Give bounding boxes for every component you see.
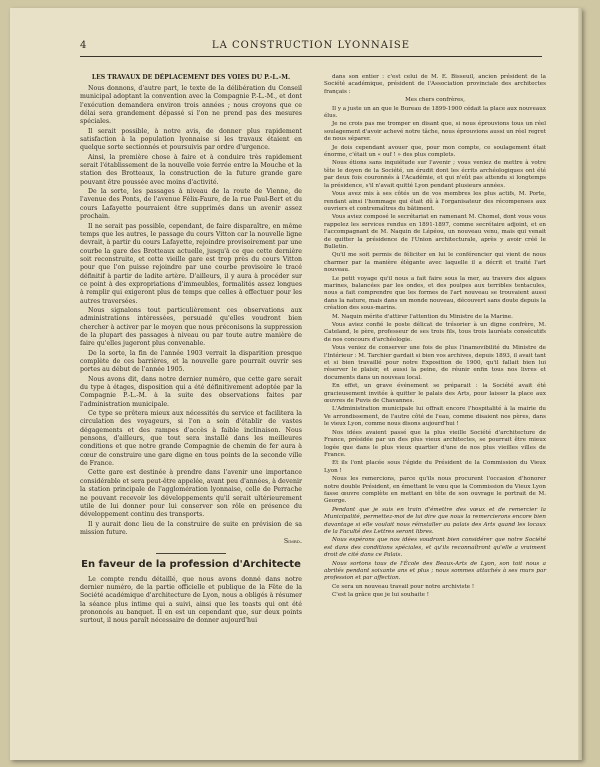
paragraph: Nous signalons tout particulièrement ces observations aux administrations intéressées, persuadé qu'elles voudront bien chercher à activer par le moyen que nous préconisons la suppression de la plupart des passages à niveau ou par toute autre manière de faire qu'elles jugeront plus convenable. [80,306,302,348]
paragraph: dans son entier : c'est celui de M. E. Bisseuil, ancien président de la Société académique, président de l'Association provinciale des architectes français : [324,74,546,95]
paragraph: Nous étions sans inquiétude sur l'avenir ; vous veniez de mettre à votre tête le doyen de la Société, un érudit dont les écrits archéologiques ont été par deux fois couronnés à l'Académie, et qui n'eût pas attendu si longtemps la présidence, s'il n'avait quitté Lyon pendant plusieurs années. [324,160,546,189]
paragraph: C'est la grâce que je lui souhaite ! [332,592,429,599]
paragraph: Nos idées avaient passé que la plus vieille Société d'architecture de France, présidée par un des plus vieux architectes, se pourrait être mieux logée que dans le plus vieux quartier d'une de nos plus vieilles villes de France. [324,429,546,458]
running-head: LA CONSTRUCTION LYONNAISE [211,40,411,51]
left-column [80,74,302,627]
paragraph: Pendant que je suis en train d'émettre des vœux et de remercier la Municipalité, permettez-moi de lui dire que nous la remercierons encore bien davantage si elle voulait nous réinstaller au palais des Arts quand les locaux de la Faculté des Lettres seront libres. [324,506,546,535]
section-divider [156,553,226,554]
paragraph: Il y aurait donc lieu de la construire de suite en prévision de sa mission future. [80,520,302,536]
paragraph: Vous avez mis à ses côtés un de vos membres les plus actifs, M. Porte, rendant ainsi l'hommage qui était dû à l'organisateur des récompenses aux ouvriers et contremaîtres du bâtiment. [324,191,546,212]
paragraph: Cette gare est destinée à prendre dans l'avenir une importance considérable et sera peut-être appelée, avant peu d'années, à devenir la station principale de l'agglomération lyonnaise, celle de Perrache ne pouvant recevoir les développements qu'il serait ultérieurement utile de lui donner pour lui conserver son rôle en présence du développement continu des transports. [80,469,302,519]
section-title: En faveur de la profession d'Architecte [81,558,301,570]
paragraph: Nous donnons, d'autre part, le texte de la délibération du Conseil municipal adoptant la convention avec la Compagnie P.-L.-M., et dont l'exécution demandera environ trois années ; nous croyons que ce délai sera grandement dépassé si l'on ne prend pas des mesures spéciales. [80,85,302,126]
paragraph: De la sorte, la fin de l'année 1903 verrait la disparition presque complète de ces barrières, et la nouvelle gare pourrait ouvrir ses portes au début de l'année 1905. [80,349,302,374]
paragraph: En effet, un grave événement se préparait : la Société avait été gracieusement invitée à quitter le palais des Arts, pour laisser la place aux œuvres de Puvis de Chavannes. [324,383,546,405]
newspaper-page [10,8,582,760]
right-column [324,74,546,601]
greeting: Mes chers confrères, [405,97,465,104]
paragraph: L'Administration municipale lui offrait encore l'hospitalité à la mairie du Ve arrondissement, de l'autre côté de l'eau, comme disaient nos pères, dans le vieux Lyon, comme nous disons aujourd'hui ! [324,406,546,428]
paragraph: Le petit voyage qu'il nous a fait faire sous la mer, au travers des algues marines, balancées par les ondes, et des poulpes aux terribles tentacules, nous a fait comprendre que les formes de l'art nouveau se trouvaient aussi dans la nature, mais dans un monde nouveau, découvert sans doute depuis la création des sous-marins. [324,275,546,312]
paragraph: Ainsi, la première chose à faire et à conduire très rapidement serait l'établissement de la nouvelle voie ferrée entre la Mouche et la station des Brotteaux, la construction de la future grande gare pouvant être poussée avec moins d'activité. [80,153,302,186]
page-header [80,40,542,57]
article-signature [80,538,302,546]
paragraph: Je dois cependant avouer que, pour mon compte, ce soulagement était énorme, c'était un « ouf ! » des plus complets. [324,144,546,159]
paragraph: Nous espérons que nos idées voudront bien considérer que notre Société est dans des conditions spéciales, et qu'ils reconnaîtront qu'elle a vraiment droit de cité dans ce Palais. [324,537,546,559]
paragraph: Ce type se prêtera mieux aux nécessités du service et facilitera la circulation des voyageurs, si l'on a soin d'établir de vastes dégagements et des rampes d'accès à faible inclinaison. Nous pensons, d'ailleurs, que tout sera installé dans les meilleures conditions et que notre grande Compagnie de chemin de fer aura à cœur de construire une gare digne en tous points de la seconde ville de France. [80,410,302,468]
paragraph: Nous les remercions, parce qu'ils nous procurent l'occasion d'honorer notre double Président, en émettant le vœu que la Commission du Vieux Lyon fasse œuvre complète en mettant en tête de son ouvrage le portrait de M. George. [324,476,546,505]
paragraph: Vous aviez composé le secrétariat en ramenant M. Chomel, dont vous vous rappelez les services rendus en 1891-1897, comme secrétaire adjoint, et en l'accompagnant de M. Naquin de Lépéou, un nouveau venu, mais qui venait de quitter la présidence de l'Union architecturale, après y avoir créé le Bulletin. [324,214,546,250]
paragraph: Il serait possible, à notre avis, de donner plus rapidement satisfaction à la population lyonnaise si les travaux étaient en quelque sorte sectionnés et poursuivis par ordre d'urgence. [80,127,302,152]
signature-text: Simrd. [283,538,302,546]
article-title: LES TRAVAUX DE DÉPLACEMENT DES VOIES DU P.-L.-M. [91,74,291,81]
paragraph: Nous sortons tous de l'École des Beaux-Arts de Lyon, son toit nous a abrités pendant soixante ans et plus ; nous sommes attachés à ses murs par profession et par affection. [324,560,546,582]
paragraph: Il y a juste un an que le Bureau de 1899-1900 cédait la place aux nouveaux élus. [324,105,546,120]
paragraph: Vous veniez de conserver une fois de plus l'inamovibilité du Ministre de l'Intérieur : M. Tarchier gardait si bien vos archives, depuis 1893, il avait tant et si bien travaillé pour notre Exposition de 1900, qu'il fallait bien lui réserver le plaisir, et aussi la peine, de réunir enfin tous nos livres et documents dans un nouveau local. [324,345,546,381]
paragraph: Le compte rendu détaillé, que nous avons donné dans notre dernier numéro, de la partie officielle et publique de la Fête de la Société académique d'architecture de Lyon, nous a obligés à résumer la séance plus intime qui a suivi, ainsi que les toasts qui ont été prononcés au banquet. Il en est un cependant que, sur deux points surtout, il nous paraît nécessaire de donner aujourd'hui [80,575,302,625]
paragraph: Je ne crois pas me tromper en disant que, si nous éprouvions tous un réel soulagement d'avoir achevé notre tâche, nous éprouvions aussi un réel regret de nous séparer. [324,121,546,143]
paragraph: Et ils l'ont placée sous l'égide du Président de la Commission du Vieux Lyon ! [324,460,546,474]
page-number: 4 [80,40,87,51]
paragraph: Ce sera un nouveau travail pour notre archiviste ! [332,583,475,590]
paragraph: M. Naquin mérite d'attirer l'attention du Ministre de la Marine. [332,313,513,320]
paragraph: Vous aviez confié le poste délicat de trésorier à un digne confrère, M. Cateland, le père, professeur de ses trois fils, tous trois lauréats consécutifs de nos concours d'archéologie. [324,322,546,343]
page-edge [578,8,582,760]
paragraph: Il ne serait pas possible, cependant, de faire disparaître, en même temps que les autres, le passage du cours Vitton car la nouvelle ligne devrait, à partir du cours Lafayette, rejoindre provisoirement par une courbe la gare des Brotteaux actuelle, jusqu'à ce que cette dernière soit reconstruite, et cette vieille gare est trop près du cours Vitton pour que l'on puisse rejoindre par une courbe provisoire le tracé définitif à partir de ladite artère. D'ailleurs, il y aura à procéder sur ce point à des expropriations d'immeubles, formalités assez longues à remplir qui exigeront plus de temps que celles à effectuer pour les autres traversées. [80,222,302,305]
paragraph: Qu'il me soit permis de féliciter en lui le conférencier qui vient de nous charmer par la manière élégante avec laquelle il a décrit et traité l'art nouveau. [324,252,546,274]
paragraph: De la sorte, les passages à niveau de la route de Vienne, de l'avenue des Ponts, de l'avenue Félix-Faure, de la rue Paul-Bert et du cours Lafayette pourraient être supprimés dans un avenir assez prochain. [80,188,302,221]
paragraph: Nous avons dit, dans notre dernier numéro, que cette gare serait du type à étages, disposition qui a été définitivement adoptée par la Compagnie P.-L.-M. à la suite des observations faites par l'administration municipale. [80,375,302,408]
